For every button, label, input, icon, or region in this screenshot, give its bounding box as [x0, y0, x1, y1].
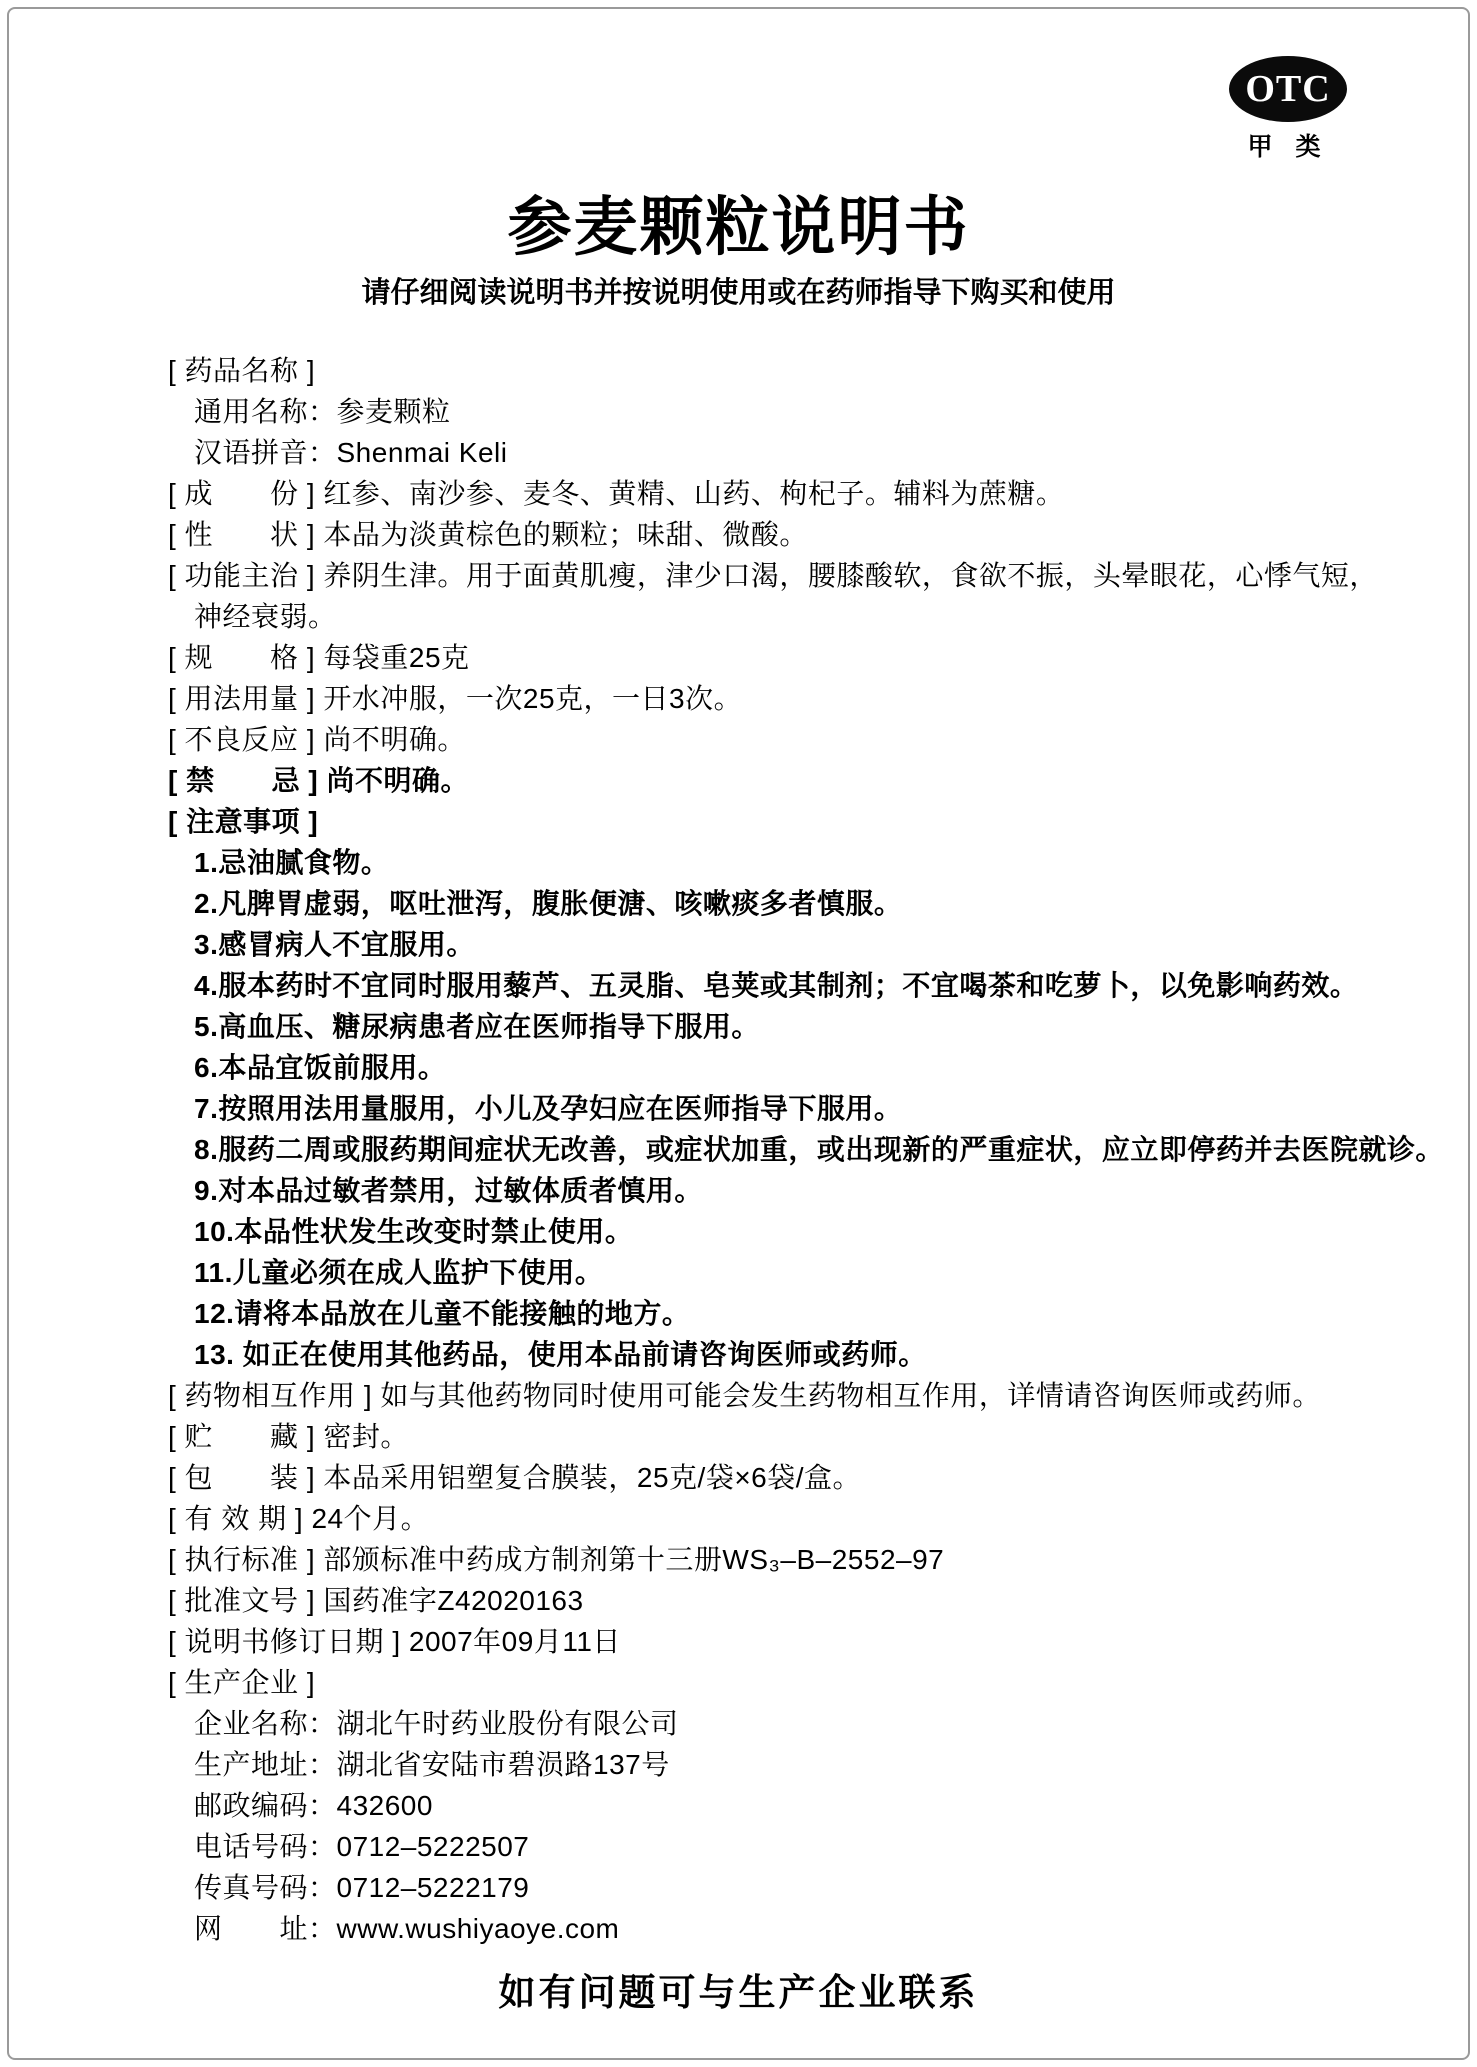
document-line: [ 贮 藏 ] 密封。: [168, 1421, 409, 1452]
document-line: [ 药品名称 ]: [168, 355, 316, 386]
document-line: 网 址：www.wushiyaoye.com: [194, 1913, 620, 1944]
document-line: [ 注意事项 ]: [168, 806, 319, 837]
document-line: [ 包 装 ] 本品采用铝塑复合膜装，25克/袋×6袋/盒。: [168, 1462, 862, 1493]
document-line: [ 批准文号 ] 国药准字Z42020163: [168, 1585, 584, 1616]
footer-note: 如有问题可与生产企业联系: [498, 1972, 979, 2013]
document-line: [ 性 状 ] 本品为淡黄棕色的颗粒；味甜、微酸。: [168, 519, 808, 550]
document-line: [ 规 格 ] 每袋重25克: [168, 642, 470, 673]
document-line: 7.按照用法用量服用，小儿及孕妇应在医师指导下服用。: [194, 1093, 903, 1124]
document-line: [ 执行标准 ] 部颁标准中药成方制剂第十三册WS₃–B–2552–97: [168, 1544, 945, 1575]
document-line: [ 用法用量 ] 开水冲服，一次25克，一日3次。: [168, 683, 743, 714]
document-line: 电话号码：0712–5222507: [194, 1831, 530, 1862]
document-line: [ 药物相互作用 ] 如与其他药物同时使用可能会发生药物相互作用，详情请咨询医师或药师。: [168, 1380, 1321, 1411]
document-line: [ 不良反应 ] 尚不明确。: [168, 724, 466, 755]
document-line: 12.请将本品放在儿童不能接触的地方。: [194, 1298, 691, 1329]
document-line: 汉语拼音：Shenmai Keli: [194, 437, 508, 468]
document-line: 9.对本品过敏者禁用，过敏体质者慎用。: [194, 1175, 703, 1206]
document-line: 10.本品性状发生改变时禁止使用。: [194, 1216, 634, 1247]
document-line: 生产地址：湖北省安陆市碧涢路137号: [194, 1749, 670, 1780]
document-line: [ 禁 忌 ] 尚不明确。: [168, 765, 469, 796]
document-line: 2.凡脾胃虚弱，呕吐泄泻，腹胀便溏、咳嗽痰多者慎服。: [194, 888, 903, 919]
page-title: 参麦颗粒说明书: [507, 191, 970, 263]
document-line: 邮政编码：432600: [194, 1790, 433, 1821]
page-subtitle: 请仔细阅读说明书并按说明使用或在药师指导下购买和使用: [361, 277, 1116, 309]
document-line: 传真号码：0712–5222179: [194, 1872, 530, 1903]
document-line: [ 生产企业 ]: [168, 1667, 316, 1698]
document-line: 企业名称：湖北午时药业股份有限公司: [194, 1708, 679, 1739]
document-line: 11.儿童必须在成人监护下使用。: [194, 1257, 604, 1288]
document-line: 8.服药二周或服药期间症状无改善，或症状加重，或出现新的严重症状，应立即停药并去医院就诊。: [194, 1134, 1444, 1165]
document-line: [ 有 效 期 ] 24个月。: [168, 1503, 430, 1534]
document-line: 13. 如正在使用其他药品，使用本品前请咨询医师或药师。: [194, 1339, 927, 1370]
document-line: 6.本品宜饭前服用。: [194, 1052, 447, 1083]
document-line: 4.服本药时不宜同时服用藜芦、五灵脂、皂荚或其制剂；不宜喝茶和吃萝卜，以免影响药效。: [194, 970, 1359, 1001]
otc-class-label: 甲 类: [1247, 133, 1329, 161]
otc-badge: [1225, 56, 1351, 163]
document-line: [ 说明书修订日期 ] 2007年09月11日: [168, 1626, 621, 1657]
document-line: 3.感冒病人不宜服用。: [194, 929, 475, 960]
document-line: 通用名称：参麦颗粒: [194, 396, 451, 427]
document-body: [168, 350, 1444, 1949]
document-line: 5.高血压、糖尿病患者应在医师指导下服用。: [194, 1011, 760, 1042]
document-line: 神经衰弱。: [194, 601, 337, 632]
document-line: 1.忌油腻食物。: [194, 847, 390, 878]
document-line: [ 功能主治 ] 养阴生津。用于面黄肌瘦，津少口渴，腰膝酸软，食欲不振，头晕眼花，心悸气短，: [168, 560, 1378, 591]
otc-badge-text: OTC: [1245, 68, 1331, 110]
document-line: [ 成 份 ] 红参、南沙参、麦冬、黄精、山药、枸杞子。辅料为蔗糖。: [168, 478, 1065, 509]
otc-ellipse-icon: [1229, 56, 1347, 122]
